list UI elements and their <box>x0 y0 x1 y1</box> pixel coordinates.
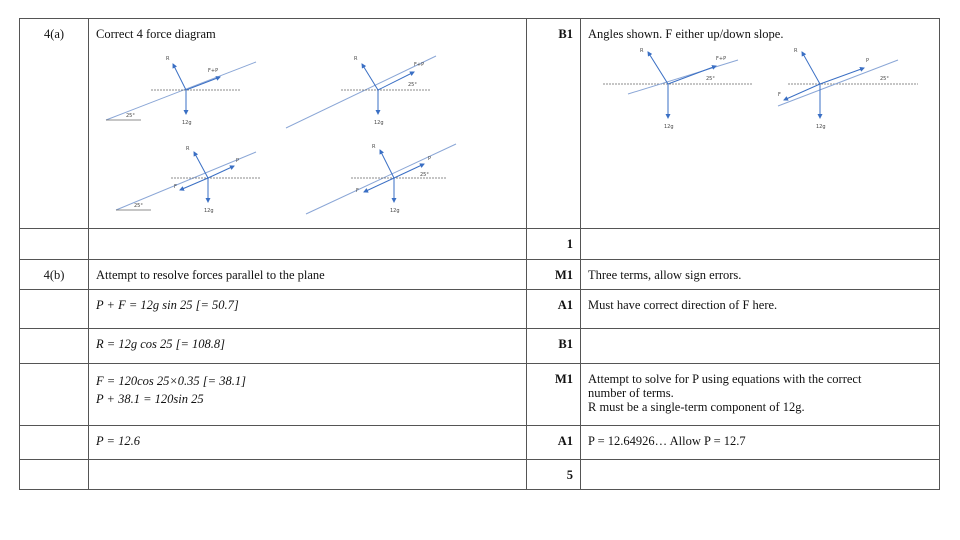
question-number: 4(a) <box>20 19 89 229</box>
svg-text:R: R <box>640 48 644 54</box>
force-diagrams <box>96 42 504 222</box>
mark-code: A1 <box>527 290 581 329</box>
question-number <box>20 329 89 364</box>
question-number <box>20 426 89 460</box>
force-diagram-2 <box>286 56 436 128</box>
mark-total: 5 <box>527 460 581 490</box>
force-diagram-4 <box>306 144 456 214</box>
mark-code: B1 <box>527 329 581 364</box>
svg-text:12g: 12g <box>182 120 192 126</box>
mark-total: 1 <box>527 229 581 260</box>
equation-line: F = 120cos 25×0.35 [= 38.1] <box>96 374 246 388</box>
table-row <box>20 290 940 329</box>
svg-text:12g: 12g <box>374 120 384 126</box>
table-row <box>20 229 940 260</box>
guidance-cell: Must have correct direction of F here. <box>581 290 940 329</box>
guidance-cell <box>581 364 940 426</box>
answer-cell <box>89 19 527 229</box>
guidance-cell: P = 12.64926… Allow P = 12.7 <box>581 426 940 460</box>
svg-text:12g: 12g <box>204 208 214 214</box>
svg-text:25°: 25° <box>880 76 889 82</box>
table-row <box>20 364 940 426</box>
guidance-cell <box>581 329 940 364</box>
mark-code: B1 <box>527 19 581 229</box>
guidance-cell <box>581 229 940 260</box>
svg-text:P: P <box>236 158 240 164</box>
guidance-diagram-1 <box>603 48 753 130</box>
question-number <box>20 364 89 426</box>
guidance-line: number of terms. <box>588 386 674 400</box>
svg-text:F+P: F+P <box>208 68 219 74</box>
force-diagram-3 <box>116 146 261 214</box>
svg-text:F: F <box>778 92 781 98</box>
svg-text:12g: 12g <box>664 124 674 130</box>
answer-cell: Attempt to resolve forces parallel to the plane <box>89 260 527 290</box>
mark-code: A1 <box>527 426 581 460</box>
table-row <box>20 426 940 460</box>
svg-text:12g: 12g <box>390 208 400 214</box>
guidance-line: R must be a single-term component of 12g. <box>588 400 805 414</box>
question-number: 4(b) <box>20 260 89 290</box>
svg-text:F+P: F+P <box>414 62 425 68</box>
svg-text:25°: 25° <box>134 203 143 209</box>
answer-cell: P = 12.6 <box>89 426 527 460</box>
svg-text:25°: 25° <box>408 82 417 88</box>
svg-text:F: F <box>356 188 359 194</box>
mark-scheme-table <box>19 18 940 490</box>
equation-line: P + 38.1 = 120sin 25 <box>96 392 204 406</box>
answer-text: Correct 4 force diagram <box>96 27 216 41</box>
mark-code: M1 <box>527 260 581 290</box>
svg-text:R: R <box>794 48 798 54</box>
svg-text:R: R <box>186 146 190 152</box>
table-row <box>20 460 940 490</box>
question-number <box>20 460 89 490</box>
guidance-cell: Three terms, allow sign errors. <box>581 260 940 290</box>
table-row <box>20 329 940 364</box>
svg-text:F+P: F+P <box>716 56 727 62</box>
svg-text:P: P <box>866 58 870 64</box>
force-diagram-1 <box>106 56 256 126</box>
question-number <box>20 229 89 260</box>
svg-text:R: R <box>166 56 170 62</box>
svg-text:12g: 12g <box>816 124 826 130</box>
answer-cell <box>89 364 527 426</box>
svg-text:25°: 25° <box>706 76 715 82</box>
guidance-cell <box>581 460 940 490</box>
svg-text:25°: 25° <box>420 172 429 178</box>
answer-cell: P + F = 12g sin 25 [= 50.7] <box>89 290 527 329</box>
guidance-diagram-2 <box>778 48 918 130</box>
svg-text:R: R <box>354 56 358 62</box>
answer-cell <box>89 460 527 490</box>
answer-cell: R = 12g cos 25 [= 108.8] <box>89 329 527 364</box>
table-row <box>20 19 940 229</box>
svg-text:25°: 25° <box>126 113 135 119</box>
svg-text:F: F <box>174 184 177 190</box>
table-row <box>20 260 940 290</box>
guidance-cell <box>581 19 940 229</box>
guidance-text: Angles shown. F either up/down slope. <box>588 27 784 41</box>
guidance-force-diagrams <box>588 42 928 142</box>
svg-text:R: R <box>372 144 376 150</box>
mark-code: M1 <box>527 364 581 426</box>
question-number <box>20 290 89 329</box>
guidance-line: Attempt to solve for P using equations with the correct <box>588 372 862 386</box>
answer-cell <box>89 229 527 260</box>
svg-text:P: P <box>428 156 432 162</box>
